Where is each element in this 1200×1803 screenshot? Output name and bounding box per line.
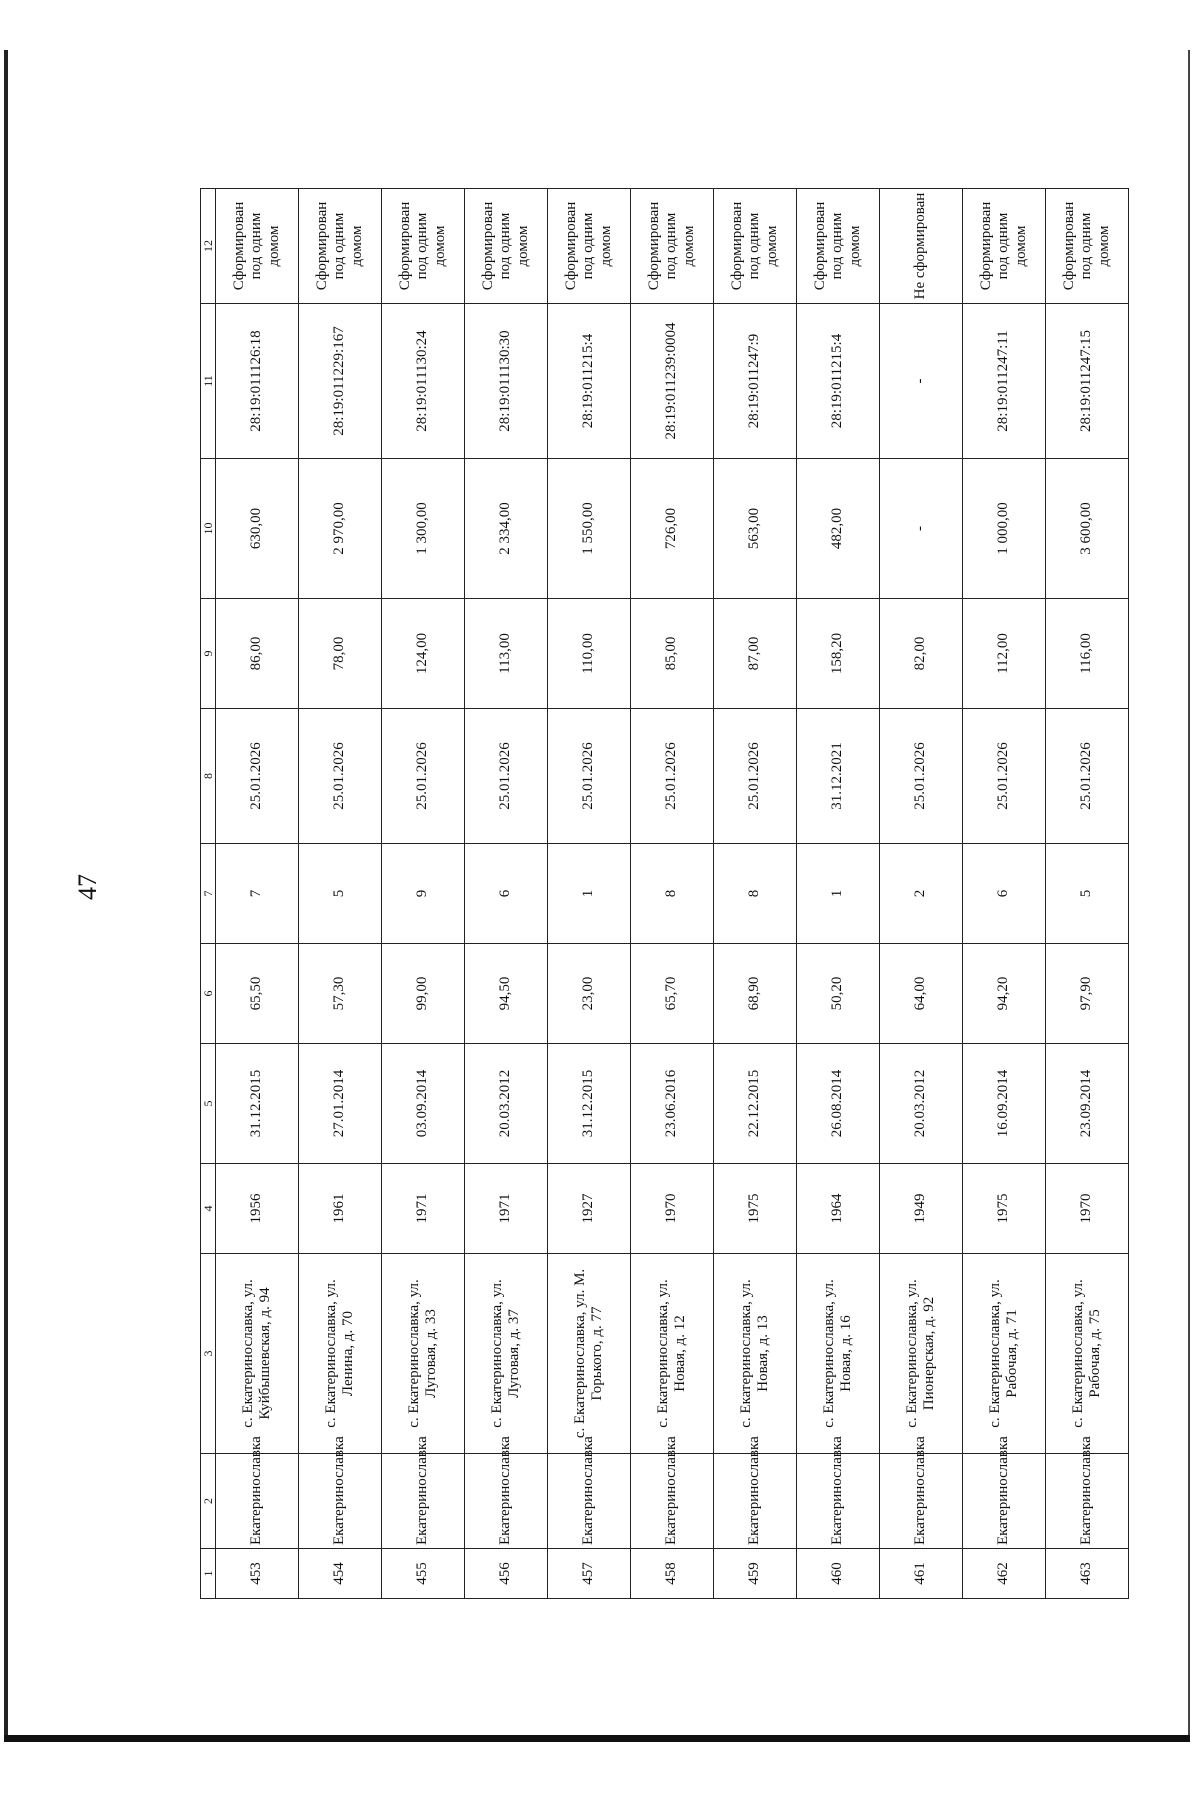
cadastral-number-cell: 28:19:011247:11 [963, 304, 1046, 459]
area-cell: 94,20 [963, 944, 1046, 1044]
value-cell: 158,20 [797, 599, 880, 709]
locality-cell: Екатеринославка [714, 1454, 797, 1549]
year-built-cell: 1971 [382, 1164, 465, 1254]
area-cell: 50,20 [797, 944, 880, 1044]
count-cell: 6 [963, 844, 1046, 944]
row-index-cell: 462 [963, 1549, 1046, 1599]
area-cell: 97,90 [1046, 944, 1129, 1044]
value-cell: 116,00 [1046, 599, 1129, 709]
year-built-cell: 1975 [963, 1164, 1046, 1254]
area-cell: 57,30 [299, 944, 382, 1044]
date-cell: 27.01.2014 [299, 1044, 382, 1164]
cadastral-number-cell: 28:19:011126:18 [216, 304, 299, 459]
column-number-row [201, 189, 216, 1599]
date-cell: 22.12.2015 [714, 1044, 797, 1164]
date-cell: 31.12.2015 [216, 1044, 299, 1164]
date-cell: 16.09.2014 [963, 1044, 1046, 1164]
locality-cell: Екатеринославка [465, 1454, 548, 1549]
count-cell: 5 [1046, 844, 1129, 944]
date-until-cell: 25.01.2026 [631, 709, 714, 844]
cadastral-number-cell: - [880, 304, 963, 459]
row-index-cell: 456 [465, 1549, 548, 1599]
land-area-cell: 2 334,00 [465, 459, 548, 599]
row-index-cell: 454 [299, 1549, 382, 1599]
area-cell: 94,50 [465, 944, 548, 1044]
value-cell: 78,00 [299, 599, 382, 709]
year-built-cell: 1956 [216, 1164, 299, 1254]
year-built-cell: 1961 [299, 1164, 382, 1254]
address-cell: с. Екатеринославка, ул. Куйбышевская, д. 94 [216, 1254, 299, 1454]
date-until-cell: 31.12.2021 [797, 709, 880, 844]
land-area-cell: 726,00 [631, 459, 714, 599]
page-edge-bottom [4, 1735, 1190, 1742]
date-until-cell: 25.01.2026 [548, 709, 631, 844]
count-cell: 5 [299, 844, 382, 944]
land-status-cell: Сформирован под одним домом [382, 189, 465, 304]
column-number-cell: 8 [201, 709, 216, 844]
land-area-cell: 1 300,00 [382, 459, 465, 599]
table-row [1046, 189, 1129, 1599]
date-until-cell: 25.01.2026 [382, 709, 465, 844]
cadastral-number-cell: 28:19:011215:4 [548, 304, 631, 459]
land-status-cell: Сформирован под одним домом [714, 189, 797, 304]
row-index-cell: 463 [1046, 1549, 1129, 1599]
row-index-cell: 458 [631, 1549, 714, 1599]
row-index-cell: 457 [548, 1549, 631, 1599]
value-cell: 85,00 [631, 599, 714, 709]
locality-cell: Екатеринославка [382, 1454, 465, 1549]
area-cell: 99,00 [382, 944, 465, 1044]
land-area-cell: - [880, 459, 963, 599]
address-cell: с. Екатеринославка, ул. Рабочая, д. 71 [963, 1254, 1046, 1454]
table-row [382, 189, 465, 1599]
page-edge-right [1188, 50, 1190, 1740]
address-cell: с. Екатеринославка, ул. Луговая, д. 37 [465, 1254, 548, 1454]
cadastral-number-cell: 28:19:011130:30 [465, 304, 548, 459]
value-cell: 113,00 [465, 599, 548, 709]
locality-cell: Екатеринославка [963, 1454, 1046, 1549]
land-area-cell: 482,00 [797, 459, 880, 599]
year-built-cell: 1970 [631, 1164, 714, 1254]
row-index-cell: 459 [714, 1549, 797, 1599]
column-number-cell: 4 [201, 1164, 216, 1254]
area-cell: 64,00 [880, 944, 963, 1044]
column-number-cell: 12 [201, 189, 216, 304]
year-built-cell: 1927 [548, 1164, 631, 1254]
date-until-cell: 25.01.2026 [216, 709, 299, 844]
date-cell: 03.09.2014 [382, 1044, 465, 1164]
year-built-cell: 1975 [714, 1164, 797, 1254]
cadastral-number-cell: 28:19:011215:4 [797, 304, 880, 459]
date-until-cell: 25.01.2026 [963, 709, 1046, 844]
rotated-table-container [200, 189, 1112, 1599]
date-cell: 26.08.2014 [797, 1044, 880, 1164]
count-cell: 9 [382, 844, 465, 944]
page-number: 47 [73, 874, 102, 900]
area-cell: 65,50 [216, 944, 299, 1044]
cadastral-number-cell: 28:19:011239:0004 [631, 304, 714, 459]
page-edge-left [4, 50, 8, 1740]
date-cell: 23.09.2014 [1046, 1044, 1129, 1164]
value-cell: 87,00 [714, 599, 797, 709]
address-cell: с. Екатеринославка, ул. Новая, д. 16 [797, 1254, 880, 1454]
address-cell: с. Екатеринославка, ул. Рабочая, д. 75 [1046, 1254, 1129, 1454]
area-cell: 65,70 [631, 944, 714, 1044]
date-until-cell: 25.01.2026 [1046, 709, 1129, 844]
count-cell: 7 [216, 844, 299, 944]
column-number-cell: 1 [201, 1549, 216, 1599]
count-cell: 2 [880, 844, 963, 944]
table-row [631, 189, 714, 1599]
land-status-cell: Сформирован под одним домом [216, 189, 299, 304]
count-cell: 6 [465, 844, 548, 944]
land-status-cell: Не сформирован [880, 189, 963, 304]
table-row [963, 189, 1046, 1599]
land-status-cell: Сформирован под одним домом [963, 189, 1046, 304]
value-cell: 86,00 [216, 599, 299, 709]
land-area-cell: 630,00 [216, 459, 299, 599]
date-cell: 23.06.2016 [631, 1044, 714, 1164]
row-index-cell: 453 [216, 1549, 299, 1599]
land-status-cell: Сформирован под одним домом [465, 189, 548, 304]
year-built-cell: 1964 [797, 1164, 880, 1254]
table-row [548, 189, 631, 1599]
value-cell: 110,00 [548, 599, 631, 709]
table-row [714, 189, 797, 1599]
table-row [299, 189, 382, 1599]
table-row [797, 189, 880, 1599]
land-status-cell: Сформирован под одним домом [797, 189, 880, 304]
locality-cell: Екатеринославка [299, 1454, 382, 1549]
row-index-cell: 460 [797, 1549, 880, 1599]
cadastral-number-cell: 28:19:011229:167 [299, 304, 382, 459]
count-cell: 8 [631, 844, 714, 944]
address-cell: с. Екатеринославка, ул. Новая, д. 13 [714, 1254, 797, 1454]
land-status-cell: Сформирован под одним домом [548, 189, 631, 304]
table-row [216, 189, 299, 1599]
locality-cell: Екатеринославка [880, 1454, 963, 1549]
land-area-cell: 2 970,00 [299, 459, 382, 599]
table-row [465, 189, 548, 1599]
row-index-cell: 455 [382, 1549, 465, 1599]
column-number-cell: 2 [201, 1454, 216, 1549]
year-built-cell: 1971 [465, 1164, 548, 1254]
cadastral-number-cell: 28:19:011247:9 [714, 304, 797, 459]
value-cell: 124,00 [382, 599, 465, 709]
locality-cell: Екатеринославка [216, 1454, 299, 1549]
area-cell: 68,90 [714, 944, 797, 1044]
date-cell: 31.12.2015 [548, 1044, 631, 1164]
locality-cell: Екатеринославка [548, 1454, 631, 1549]
land-area-cell: 1 550,00 [548, 459, 631, 599]
column-number-cell: 5 [201, 1044, 216, 1164]
locality-cell: Екатеринославка [1046, 1454, 1129, 1549]
column-number-cell: 11 [201, 304, 216, 459]
row-index-cell: 461 [880, 1549, 963, 1599]
value-cell: 112,00 [963, 599, 1046, 709]
cadastral-number-cell: 28:19:011247:15 [1046, 304, 1129, 459]
land-area-cell: 1 000,00 [963, 459, 1046, 599]
locality-cell: Екатеринославка [797, 1454, 880, 1549]
value-cell: 82,00 [880, 599, 963, 709]
column-number-cell: 9 [201, 599, 216, 709]
table-body [201, 189, 1129, 1599]
cadastral-number-cell: 28:19:011130:24 [382, 304, 465, 459]
address-cell: с. Екатеринославка, ул. Луговая, д. 33 [382, 1254, 465, 1454]
column-number-cell: 6 [201, 944, 216, 1044]
address-cell: с. Екатеринославка, ул. Ленина, д. 70 [299, 1254, 382, 1454]
date-until-cell: 25.01.2026 [465, 709, 548, 844]
date-until-cell: 25.01.2026 [714, 709, 797, 844]
housing-registry-table [200, 188, 1129, 1599]
date-cell: 20.03.2012 [880, 1044, 963, 1164]
table-row [880, 189, 963, 1599]
date-until-cell: 25.01.2026 [880, 709, 963, 844]
area-cell: 23,00 [548, 944, 631, 1044]
count-cell: 8 [714, 844, 797, 944]
year-built-cell: 1970 [1046, 1164, 1129, 1254]
land-area-cell: 563,00 [714, 459, 797, 599]
count-cell: 1 [548, 844, 631, 944]
land-status-cell: Сформирован под одним домом [1046, 189, 1129, 304]
count-cell: 1 [797, 844, 880, 944]
column-number-cell: 3 [201, 1254, 216, 1454]
land-status-cell: Сформирован под одним домом [631, 189, 714, 304]
land-status-cell: Сформирован под одним домом [299, 189, 382, 304]
address-cell: с. Екатеринославка, ул. Новая, д. 12 [631, 1254, 714, 1454]
address-cell: с. Екатеринославка, ул. Пионерская, д. 92 [880, 1254, 963, 1454]
date-cell: 20.03.2012 [465, 1044, 548, 1164]
locality-cell: Екатеринославка [631, 1454, 714, 1549]
land-area-cell: 3 600,00 [1046, 459, 1129, 599]
column-number-cell: 10 [201, 459, 216, 599]
column-number-cell: 7 [201, 844, 216, 944]
date-until-cell: 25.01.2026 [299, 709, 382, 844]
address-cell: с. Екатеринославка, ул. М. Горького, д. 77 [548, 1254, 631, 1454]
year-built-cell: 1949 [880, 1164, 963, 1254]
